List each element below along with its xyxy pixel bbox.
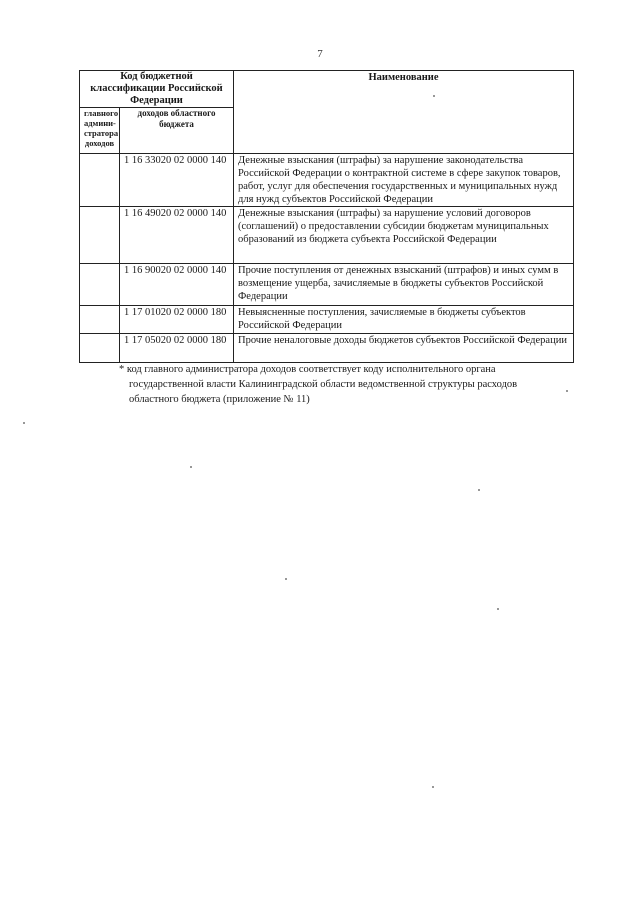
admin-cell <box>80 334 120 363</box>
table-row <box>80 334 574 363</box>
scan-speck <box>566 390 568 392</box>
table-row <box>80 306 574 334</box>
name-cell: Денежные взыскания (штрафы) за нарушение законодательства Российской Федерации о контрактной системе в сфере закупок товаров, работ, услуг для обеспечения государственных и муниципальных нужд для нужд субъектов Российской Федерации <box>234 154 574 207</box>
scan-speck <box>190 466 192 468</box>
code-cell: 1 16 33020 02 0000 140 <box>120 154 234 207</box>
footnote-line: * код главного администратора доходов соответствует коду исполнительного органа <box>119 364 496 375</box>
name-cell: Прочие неналоговые доходы бюджетов субъектов Российской Федерации <box>234 334 574 363</box>
header-code-group: Код бюджетной классификации Российской Федерации <box>80 71 234 108</box>
code-cell: 1 17 05020 02 0000 180 <box>120 334 234 363</box>
admin-cell <box>80 154 120 207</box>
budget-classification-table <box>79 70 574 363</box>
header-name: Наименование <box>234 71 574 154</box>
admin-cell <box>80 306 120 334</box>
scan-speck <box>285 578 287 580</box>
name-cell: Прочие поступления от денежных взысканий (штрафов) и иных сумм в возмещение ущерба, зачисляемые в бюджеты субъектов Российской Федерации <box>234 264 574 306</box>
name-cell: Невыясненные поступления, зачисляемые в бюджеты субъектов Российской Федерации <box>234 306 574 334</box>
code-cell: 1 16 49020 02 0000 140 <box>120 207 234 264</box>
table-row <box>80 154 574 207</box>
name-cell: Денежные взыскания (штрафы) за нарушение условий договоров (соглашений) о предоставлении субсидии бюджетам муниципальных образований из бюджета субъекта Российской Федерации <box>234 207 574 264</box>
admin-cell <box>80 264 120 306</box>
table-row <box>80 207 574 264</box>
scan-speck <box>497 608 499 610</box>
admin-cell <box>80 207 120 264</box>
scan-speck <box>478 489 480 491</box>
footnote-line: областного бюджета (приложение № 11) <box>129 394 310 405</box>
header-income: доходов областного бюджета <box>120 108 234 154</box>
code-cell: 1 17 01020 02 0000 180 <box>120 306 234 334</box>
footnote-line: государственной власти Калининградской области ведомственной структуры расходов <box>129 379 518 390</box>
page-number: 7 <box>317 48 323 60</box>
scan-speck <box>432 786 434 788</box>
header-admin: главного админи-стратора доходов <box>80 108 120 154</box>
code-cell: 1 16 90020 02 0000 140 <box>120 264 234 306</box>
footnote <box>119 362 569 407</box>
table-row <box>80 264 574 306</box>
scan-speck <box>433 95 435 97</box>
scan-speck <box>23 422 25 424</box>
table-header-row <box>80 71 574 108</box>
